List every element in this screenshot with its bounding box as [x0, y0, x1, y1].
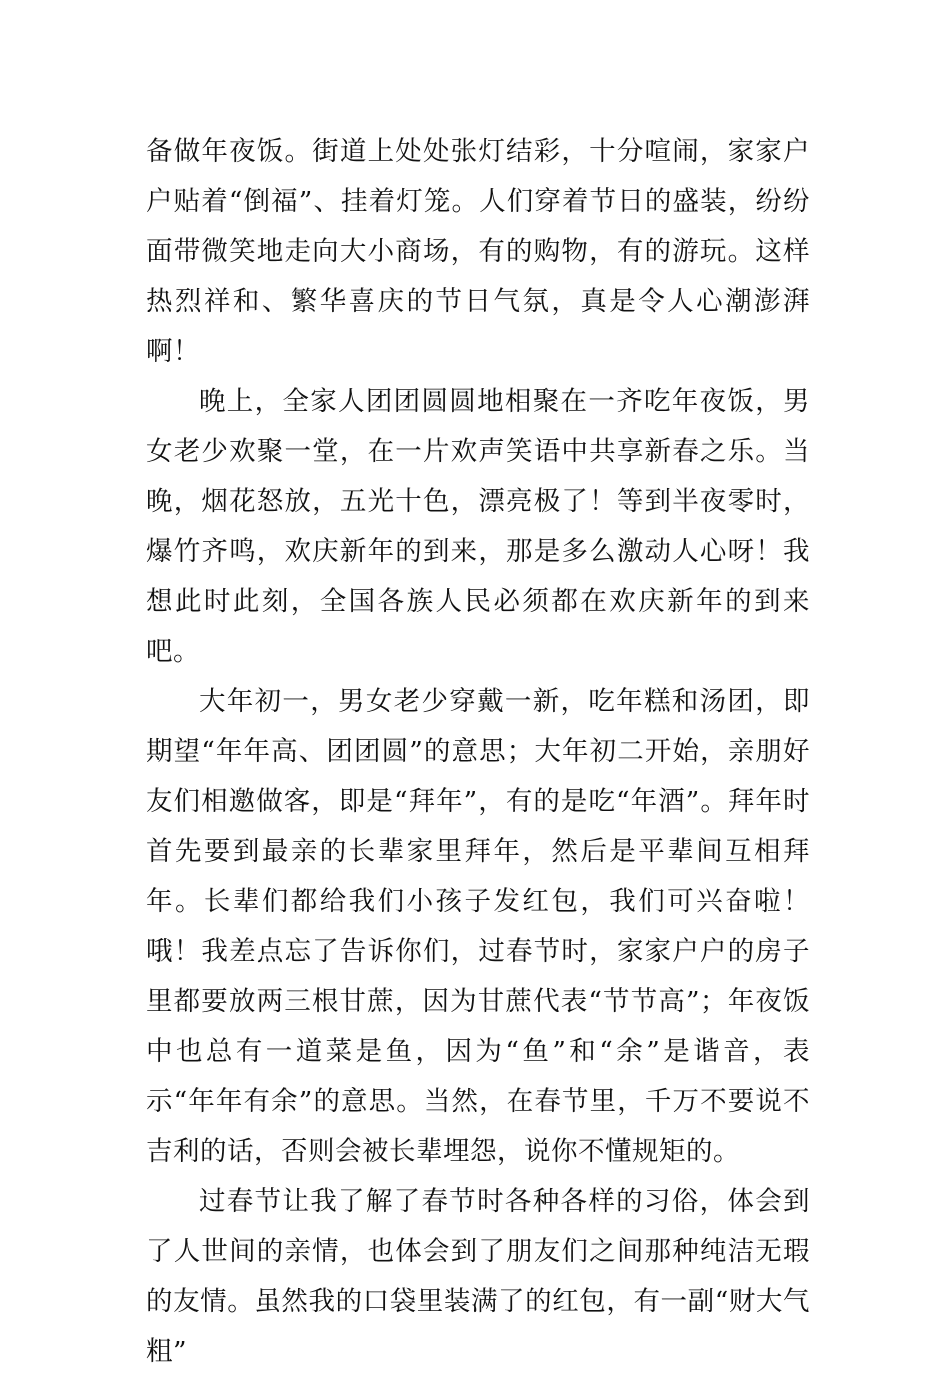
paragraph-2: 晚上，全家人团团圆圆地相聚在一齐吃年夜饭，男女老少欢聚一堂，在一片欢声笑语中共享新春之乐。当晚，烟花怒放，五光十色，漂亮极了！等到半夜零时，爆竹齐鸣，欢庆新年的到来，那是多么激动人心呀！我想此时此刻，全国各族人民必须都在欢庆新年的到来吧。: [146, 386, 810, 667]
paragraph-4: 过春节让我了解了春节时各种各样的习俗，体会到了人世间的亲情，也体会到了朋友们之间那种纯洁无瑕的友情。虽然我的口袋里装满了的红包，有一副“财大气粗”: [146, 1186, 810, 1367]
document-body: [146, 127, 810, 1377]
paragraph-1: 备做年夜饭。街道上处处张灯结彩，十分喧闹，家家户户贴着“倒福”、挂着灯笼。人们穿着节日的盛装，纷纷面带微笑地走向大小商场，有的购物，有的游玩。这样热烈祥和、繁华喜庆的节日气氛，真是令人心潮澎湃啊！: [146, 136, 810, 367]
paragraph-3: 大年初一，男女老少穿戴一新，吃年糕和汤团，即期望“年年高、团团圆”的意思；大年初二开始，亲朋好友们相邀做客，即是“拜年”，有的是吃“年酒”。拜年时首先要到最亲的长辈家里拜年，然后是平辈间互相拜年。长辈们都给我们小孩子发红包，我们可兴奋啦！哦！我差点忘了告诉你们，过春节时，家家户户的房子里都要放两三根甘蔗，因为甘蔗代表“节节高”；年夜饭中也总有一道菜是鱼，因为“鱼”和“余”是谐音，表示“年年有余”的意思。当然，在春节里，千万不要说不吉利的话，否则会被长辈埋怨，说你不懂规矩的。: [146, 686, 810, 1167]
